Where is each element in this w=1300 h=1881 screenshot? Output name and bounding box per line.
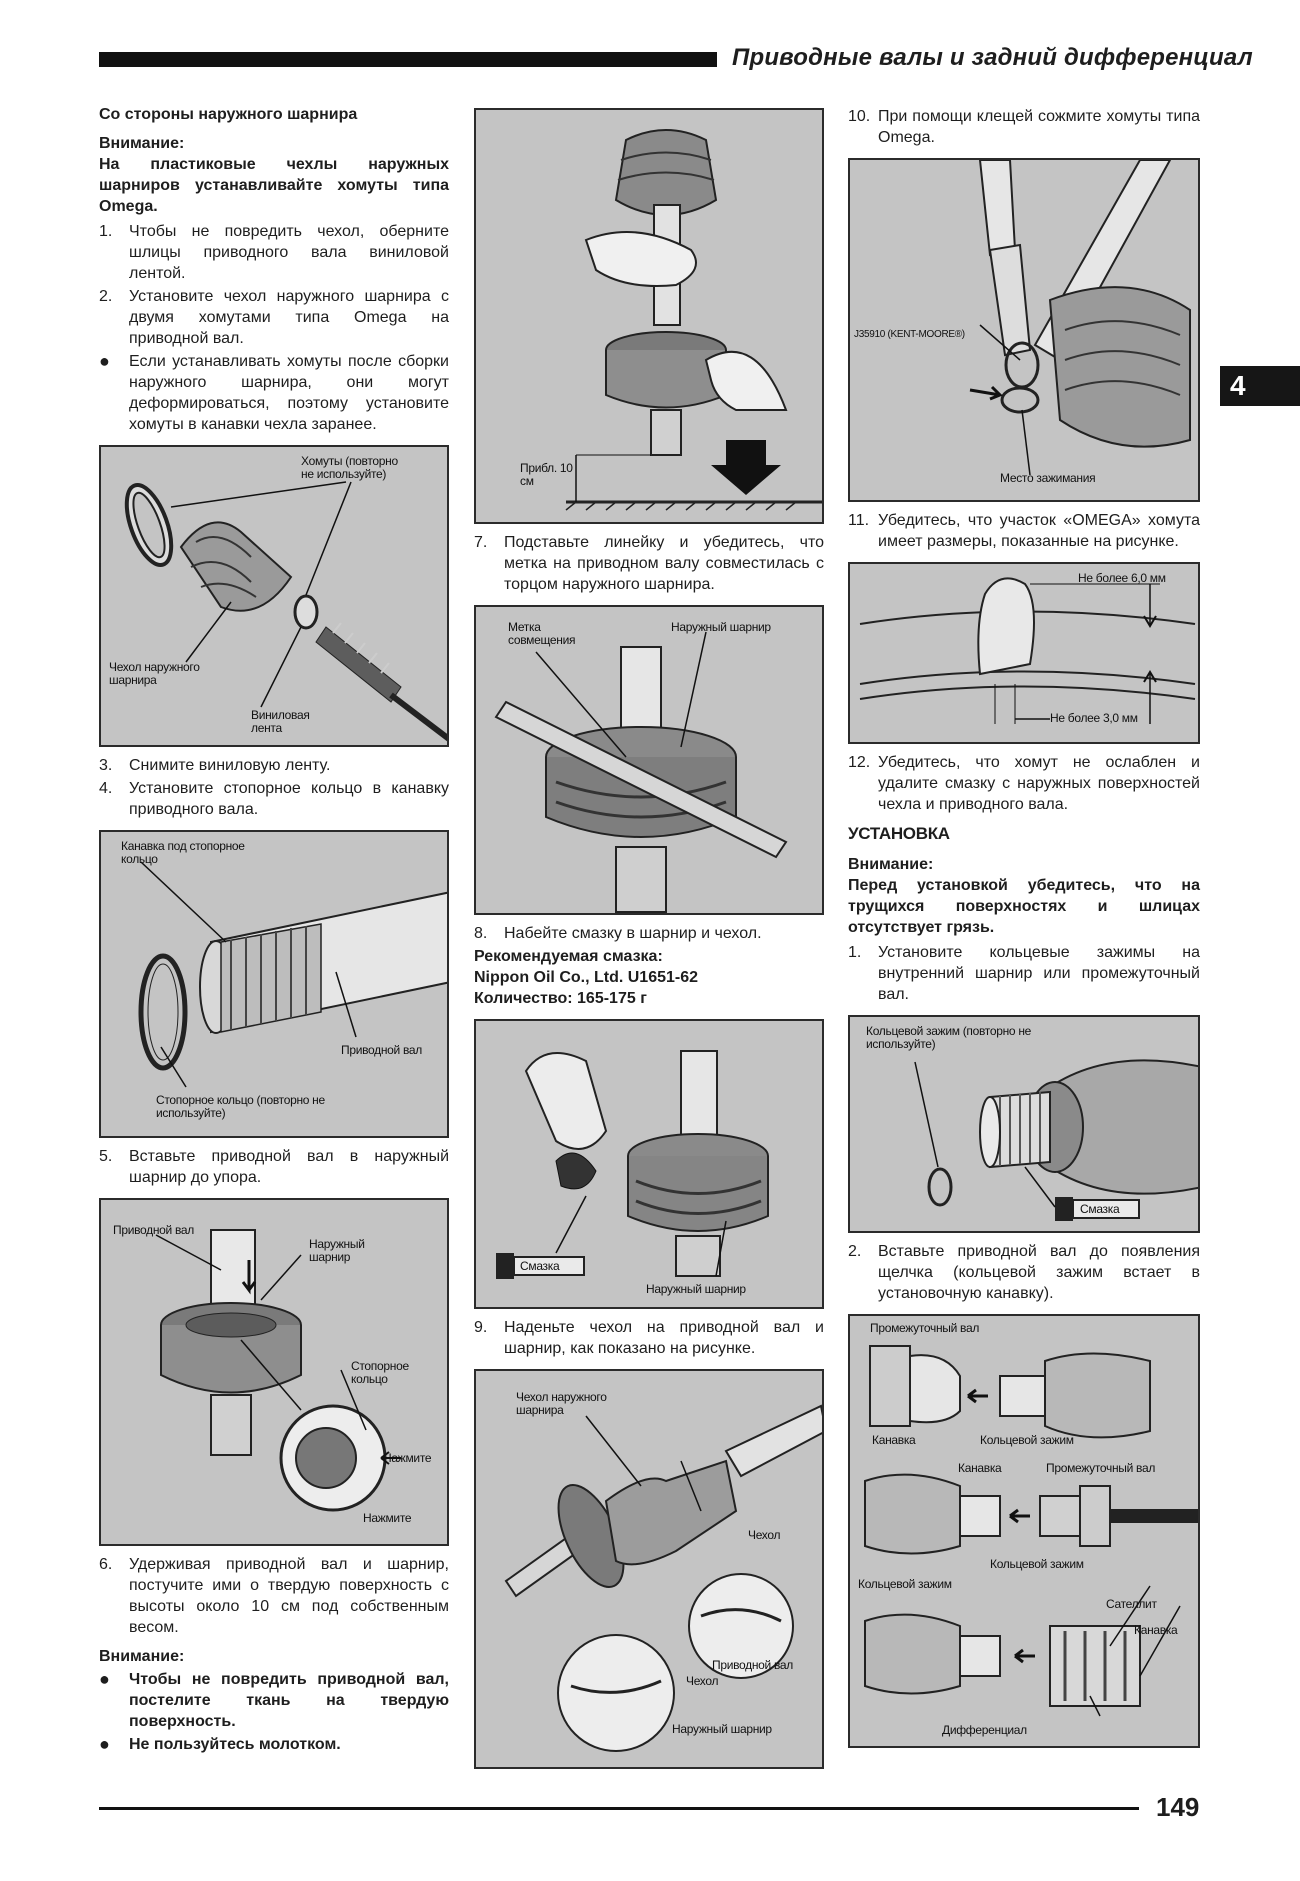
step-3: 3. Снимите виниловую ленту. (99, 757, 331, 774)
section-title: Со стороны наружного шарнира (99, 106, 358, 123)
label-shaft: Приводной вал (113, 1223, 195, 1237)
label-clamps: Хомуты (повторно не используйте) (301, 454, 398, 481)
label-groove-3: Канавка (1134, 1623, 1178, 1637)
label-ring: Стопорное кольцо (повторно не используйте) (156, 1093, 325, 1120)
footer-rule (99, 1807, 1139, 1810)
label-press-1: Нажмите (383, 1451, 432, 1465)
label-groove-2: Канавка (958, 1461, 1002, 1475)
label-grease: Смазка (1080, 1202, 1120, 1216)
install-warning-text: Перед установкой убедитесь, что на трущихся поверхностях и шлицах отсутствует грязь. (848, 877, 1200, 936)
warning-title: Внимание: (99, 135, 185, 152)
figure-snap-ring (99, 830, 449, 1138)
label-differential: Дифференциал (942, 1723, 1027, 1737)
label-groove: Канавка под стопорное кольцо (121, 839, 245, 866)
label-tape: Виниловая лента (251, 708, 310, 735)
figure-insert-shaft (99, 1198, 449, 1546)
label-press-2: Нажмите (363, 1511, 412, 1525)
label-mid-shaft-2: Промежуточный вал (1046, 1461, 1156, 1475)
label-clip-3: Кольцевой зажим (858, 1577, 952, 1591)
chapter-tab: 4 (1220, 366, 1300, 406)
column-right (848, 104, 1200, 1756)
label-joint: Наружный шарнир (672, 1722, 772, 1736)
label-tool: J35910 (KENT-MOORE®) (854, 329, 965, 340)
label-joint: Наружный шарнир (646, 1282, 746, 1296)
figure-boot-install (474, 1369, 824, 1769)
label-dim-1: Не более 6,0 мм (1078, 571, 1166, 585)
page-number: 149 (1156, 1792, 1200, 1822)
grease-quantity: Количество: 165-175 г (474, 990, 647, 1007)
step-11: 11. Убедитесь, что участок «OMEGA» хомута имеет размеры, показанные на рисунке. (848, 512, 1200, 550)
install-title: УСТАНОВКА (848, 824, 950, 843)
install-warning-title: Внимание: (848, 856, 934, 873)
label-groove-1: Канавка (872, 1433, 916, 1447)
page-title: Приводные валы и задний дифференциал (732, 44, 1253, 71)
label-satellite: Сателлит (1106, 1597, 1157, 1611)
warning-text: На пластиковые чехлы наружных шарниров устанавливайте хомуты типа Omega. (99, 156, 449, 215)
figure-alignment-mark (474, 605, 824, 915)
label-boot: Чехол наружного шарнира (109, 660, 200, 687)
insert-positions-illustration (850, 1316, 1200, 1748)
label-mid-shaft-1: Промежуточный вал (870, 1321, 980, 1335)
step-1: 1. Чтобы не повредить чехол, оберните шлицы приводного вала виниловой лентой. (99, 223, 449, 282)
grease-name: Nippon Oil Co., Ltd. U1651-62 (474, 969, 699, 986)
column-left (99, 104, 449, 1755)
warning-bullet-1: ● Чтобы не повредить приводной вал, постелите ткань на твердую поверхность. (99, 1669, 449, 1730)
label-place: Место зажимания (1000, 471, 1096, 485)
step-7: 7. Подставьте линейку и убедитесь, что метка на приводном валу совместилась с торцом наружного шарнира. (474, 534, 824, 593)
label-joint: Наружный шарнир (671, 620, 771, 634)
figure-pliers (848, 158, 1200, 502)
label-height: Прибл. 10 см (520, 461, 573, 488)
step-2: 2. Установите чехол наружного шарнира с двумя хомутами типа Omega на приводной вал. (99, 288, 449, 347)
label-cover-2: Чехол (686, 1674, 719, 1688)
step-12: 12. Убедитесь, что хомут не ослаблен и удалите смазку с наружных поверхностей чехла и приводного вала. (848, 754, 1200, 813)
grease-title: Рекомендуемая смазка: (474, 948, 663, 965)
figure-grease (474, 1019, 824, 1309)
step-9: 9. Наденьте чехол на приводной вал и шарнир, как показано на рисунке. (474, 1319, 824, 1357)
label-dim-2: Не более 3,0 мм (1050, 711, 1138, 725)
figure-boot-clamps (99, 445, 449, 747)
label-cover: Чехол (748, 1528, 781, 1542)
label-clip-2: Кольцевой зажим (990, 1557, 1084, 1571)
label-boot: Чехол наружного шарнира (516, 1390, 607, 1417)
step-5: 5. Вставьте приводной вал в наружный шарнир до упора. (99, 1148, 449, 1186)
step-6: 6. Удерживая приводной вал и шарнир, постучите ими о твердую поверхность с высоты около 10 см под собственным весом. (99, 1556, 449, 1636)
boot-clamps-illustration (101, 447, 449, 747)
alignment-mark-illustration (476, 607, 824, 915)
figure-omega-dims (848, 562, 1200, 744)
figure-insert-positions (848, 1314, 1200, 1748)
warning-title-2: Внимание: (99, 1648, 185, 1665)
label-joint: Наружный шарнир (309, 1237, 365, 1264)
install-step-1: 1. Установите кольцевые зажимы на внутренний шарнир или промежуточный вал. (848, 944, 1200, 1003)
step-10: 10. При помощи клещей сожмите хомуты типа Omega. (848, 108, 1200, 146)
figure-tap-joint (474, 108, 824, 524)
label-ring: Стопорное кольцо (351, 1359, 409, 1386)
label-shaft: Приводной вал (341, 1043, 423, 1057)
header-bar (99, 52, 717, 67)
install-step-2: 2. Вставьте приводной вал до появления щелчка (кольцевой зажим встает в установочную канавку). (848, 1243, 1200, 1302)
boot-install-illustration (476, 1371, 824, 1769)
label-shaft: Приводной вал (712, 1658, 794, 1672)
label-clip: Кольцевой зажим (повторно не используйте) (866, 1024, 1032, 1051)
step-8: 8. Набейте смазку в шарнир и чехол. (474, 925, 762, 942)
figure-circlip (848, 1015, 1200, 1233)
warning-bullet-2: ● Не пользуйтесь молотком. (99, 1734, 341, 1754)
label-clip-1: Кольцевой зажим (980, 1433, 1074, 1447)
label-mark: Метка совмещения (508, 620, 576, 647)
label-grease: Смазка (520, 1259, 560, 1273)
column-middle (474, 104, 824, 1777)
bullet-note: ● Если устанавливать хомуты после сборки наружного шарнира, они могут деформироваться, поэтому установите хомуты в канавки чехла заранее. (99, 351, 449, 433)
step-4: 4. Установите стопорное кольцо в канавку приводного вала. (99, 780, 449, 818)
